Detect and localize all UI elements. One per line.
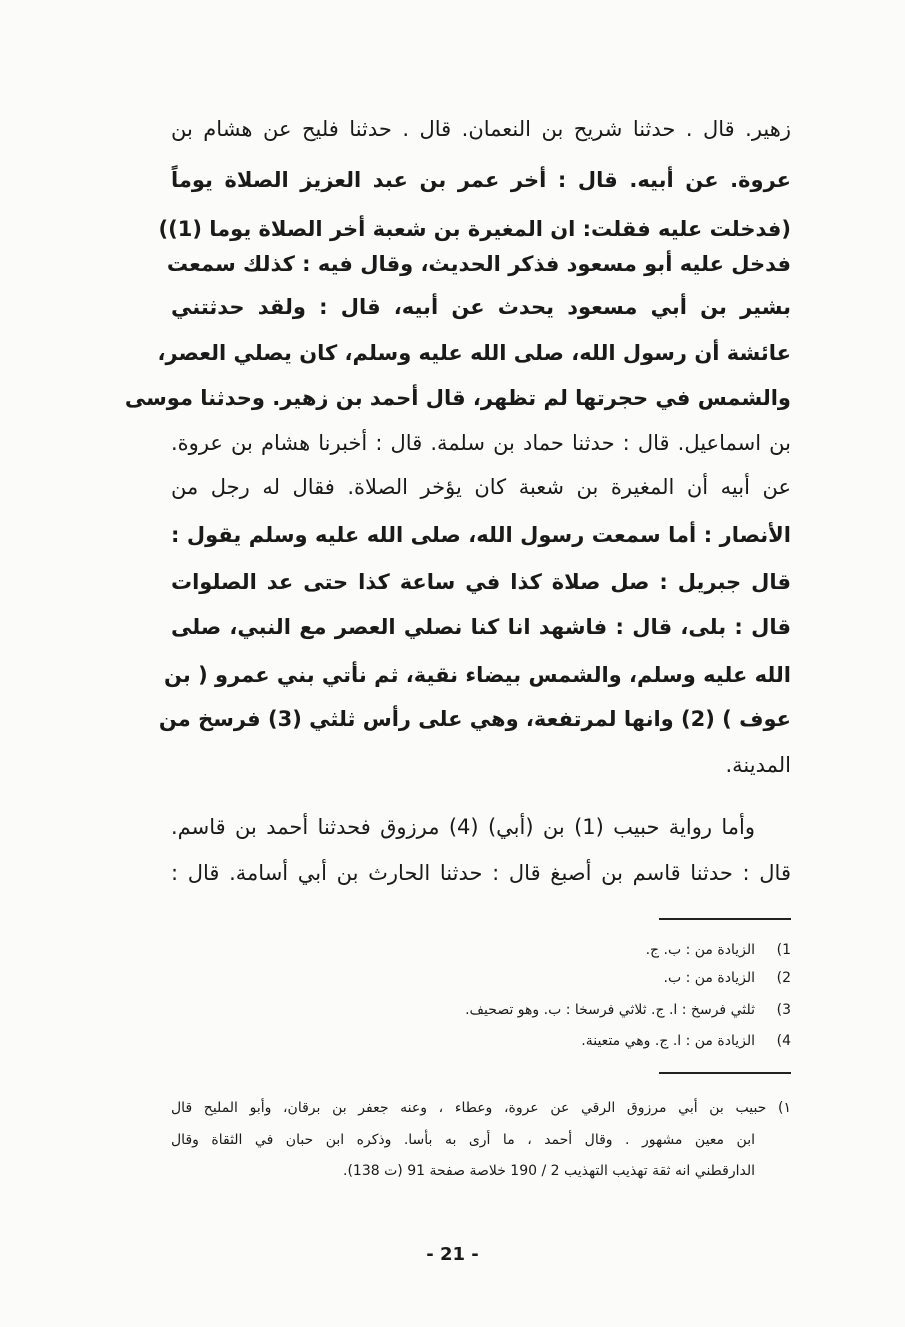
text-line: قال جبريل : صل صلاة كذا في ساعة كذا حتى عد الصلوات [171,570,791,594]
text-line: الله عليه وسلم، والشمس بيضاء نقية، ثم نأتي بني عمرو ( بن [164,663,791,687]
footnote-text: ثلثي فرسخ : ا. ج. ثلاثي فرسخا : ب. وهو تصحيف. [465,1002,755,1018]
text-line: عائشة أن رسول الله، صلى الله عليه وسلم، كان يصلي العصر، [157,341,791,365]
footnote-text: الزيادة من : ب. ج. [645,942,755,958]
text-line: (فدخلت عليه فقلت: ان المغيرة بن شعبة أخر الصلاة يوما (1)) [158,217,791,241]
text-line: قال : حدثنا قاسم بن أصبغ قال : حدثنا الحارث بن أبي أسامة. قال : [171,861,791,885]
footnote-number: 1) [776,942,791,958]
footnote-text: الزيادة من : ا. ج. وهي متعينة. [581,1033,755,1049]
footnote-divider-2 [659,1072,791,1074]
text-line: الأنصار : أما سمعت رسول الله، صلى الله عليه وسلم يقول : [171,523,791,547]
footnote-number: 2) [776,970,791,986]
footnote-line: ١) حبيب بن أبي مرزوق الرقي عن عروة، وعطاء ، وعنه جعفر بن برقان، وأبو المليح قال [171,1100,791,1116]
text-line: زهير. قال . حدثنا شريح بن النعمان. قال . حدثنا فليح عن هشام بن [171,117,791,141]
text-line: والشمس في حجرتها لم تظهر، قال أحمد بن زهير. وحدثنا موسى [124,386,791,410]
page-number: - 21 - [426,1244,479,1265]
footnote-line: ابن معين مشهور . وقال أحمد ، ما أرى به بأسا. وذكره ابن حبان في الثقاة وقال [171,1132,755,1148]
text-line: وأما رواية حبيب (1) بن (أبي) (4) مرزوق فحدثنا أحمد بن قاسم. [171,815,756,839]
text-line: المدينة. [725,753,791,777]
text-line: بن اسماعيل. قال : حدثنا حماد بن سلمة. قال : أخبرنا هشام بن عروة. [171,431,791,455]
footnote-number: 3) [776,1002,791,1018]
footnote-item [465,997,791,1023]
footnote-divider-1 [659,918,791,920]
footnote-text: الزيادة من : ب. [663,970,755,986]
text-line: عروة. عن أبيه. قال : أخر عمر بن عبد العزيز الصلاة يوماً [171,168,791,192]
footnote-line: الدارقطني انه ثقة تهذيب التهذيب 2 / 190 خلاصة صفحة 91 (ت 138). [343,1163,755,1179]
text-line: بشير بن أبي مسعود يحدث عن أبيه، قال : ولقد حدثتني [171,295,791,319]
footnote-item [664,965,791,991]
text-line: قال : بلى، قال : فاشهد انا كنا نصلي العصر مع النبي، صلى [171,615,791,639]
footnote-item [581,1028,791,1054]
footnote-number: 4) [776,1033,791,1049]
text-line: عوف ) (2) وانها لمرتفعة، وهي على رأس ثلثي (3) فرسخ من [158,707,791,731]
text-line: فدخل عليه أبو مسعود فذكر الحديث، وقال فيه : كذلك سمعت [166,252,791,276]
text-line: عن أبيه أن المغيرة بن شعبة كان يؤخر الصلاة. فقال له رجل من [171,475,791,499]
footnote-item [646,937,791,963]
